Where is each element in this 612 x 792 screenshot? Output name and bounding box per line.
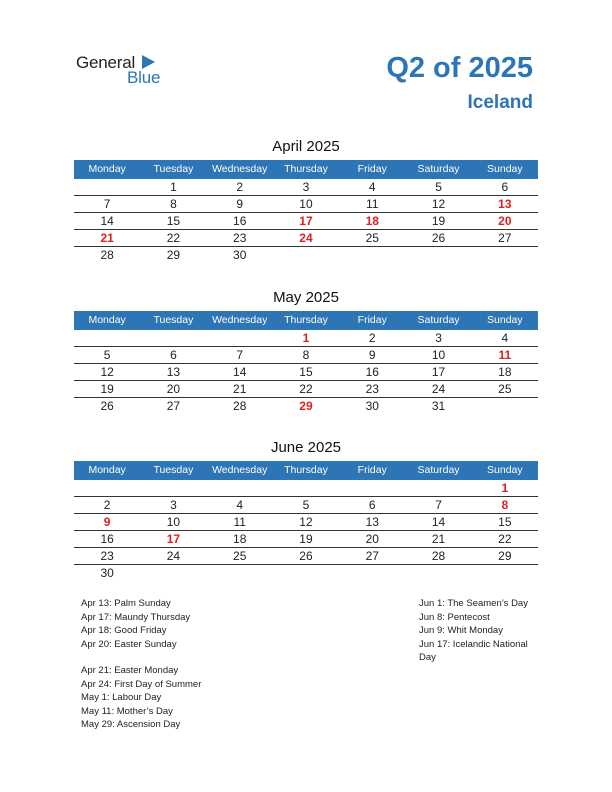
day-cell: 21 xyxy=(233,382,247,396)
day-cell: 5 xyxy=(302,498,310,512)
brand-logo xyxy=(76,52,176,88)
day-cell: 16 xyxy=(100,532,114,546)
day-cell xyxy=(273,480,339,496)
day-cell: 11 xyxy=(498,348,512,362)
day-cell: 23 xyxy=(365,382,379,396)
day-cell: 1 xyxy=(302,331,310,345)
day-cell: 22 xyxy=(498,532,512,546)
week-row xyxy=(74,330,538,347)
weekday-label: Thursday xyxy=(284,464,328,476)
page-title: Q2 of 2025 xyxy=(386,52,533,84)
weekday-label: Friday xyxy=(357,163,387,175)
day-cell: 2 xyxy=(236,180,244,194)
weekday-header xyxy=(74,461,538,480)
day-cell: 8 xyxy=(302,348,310,362)
day-cell: 18 xyxy=(233,532,247,546)
week-row xyxy=(74,531,538,548)
day-cell: 3 xyxy=(170,498,177,512)
day-cell: 9 xyxy=(103,515,111,529)
day-cell xyxy=(405,247,471,264)
day-cell: 21 xyxy=(100,231,114,245)
day-cell xyxy=(140,480,206,496)
day-cell: 22 xyxy=(299,382,313,396)
day-cell: 27 xyxy=(365,549,379,563)
day-cell: 30 xyxy=(100,566,114,580)
holiday-note: Apr 21: Easter Monday xyxy=(81,665,179,676)
day-cell: 25 xyxy=(233,549,247,563)
weekday-label: Tuesday xyxy=(153,314,194,326)
day-cell xyxy=(140,330,206,346)
day-cell: 19 xyxy=(100,382,114,396)
day-cell: 26 xyxy=(299,549,313,563)
week-row xyxy=(74,565,538,582)
day-cell: 18 xyxy=(365,214,379,228)
day-cell: 28 xyxy=(233,399,247,413)
day-cell: 9 xyxy=(368,348,376,362)
weekday-label: Monday xyxy=(88,464,126,476)
day-cell xyxy=(472,398,538,415)
day-cell: 24 xyxy=(431,382,446,396)
day-cell: 25 xyxy=(498,382,512,396)
day-cell: 23 xyxy=(233,231,247,245)
day-cell: 4 xyxy=(368,180,376,194)
day-cell: 26 xyxy=(100,399,114,413)
weekday-label: Saturday xyxy=(417,314,460,326)
day-cell: 10 xyxy=(166,515,181,529)
holiday-notes-left-2 xyxy=(81,664,201,732)
day-cell: 12 xyxy=(100,365,114,379)
weekday-label: Wednesday xyxy=(212,163,268,175)
weekday-label: Saturday xyxy=(417,464,460,476)
day-cell: 29 xyxy=(166,248,181,262)
holiday-notes-left-1 xyxy=(81,597,190,651)
day-cell xyxy=(472,247,538,264)
week-row xyxy=(74,364,538,381)
day-cell: 3 xyxy=(435,331,442,345)
month-title: June 2025 xyxy=(270,439,342,456)
weekday-label: Tuesday xyxy=(153,163,194,175)
day-cell: 8 xyxy=(170,197,177,211)
week-row xyxy=(74,247,538,264)
week-row xyxy=(74,381,538,398)
day-cell xyxy=(472,565,538,582)
month-title: May 2025 xyxy=(273,289,339,306)
day-cell: 1 xyxy=(170,180,177,194)
day-cell: 28 xyxy=(100,248,114,262)
holiday-note: Jun 8: Pentecost xyxy=(419,611,490,623)
holiday-note: May 1: Labour Day xyxy=(81,692,162,703)
day-cell: 5 xyxy=(435,180,442,194)
weekday-label: Wednesday xyxy=(212,464,268,476)
day-cell xyxy=(207,565,273,582)
day-cell: 13 xyxy=(166,365,181,379)
day-cell: 11 xyxy=(366,197,379,211)
holiday-note: Day xyxy=(419,652,436,663)
day-cell: 30 xyxy=(365,399,379,413)
weekday-label: Monday xyxy=(88,163,126,175)
brand-triangle-icon xyxy=(142,55,155,69)
day-cell: 14 xyxy=(233,365,247,379)
country-name: Iceland xyxy=(467,92,533,113)
day-cell: 21 xyxy=(431,532,446,546)
holiday-note: Apr 13: Palm Sunday xyxy=(81,598,171,609)
week-row xyxy=(74,347,538,364)
day-cell xyxy=(405,565,471,582)
day-cell: 15 xyxy=(498,515,512,529)
day-cell: 4 xyxy=(501,331,509,345)
weekday-label: Saturday xyxy=(417,163,460,175)
day-cell xyxy=(74,179,140,195)
day-cell: 19 xyxy=(299,532,313,546)
day-cell: 22 xyxy=(166,231,181,245)
holiday-note: Apr 17: Maundy Thursday xyxy=(81,611,191,623)
holiday-note: May 29: Ascension Day xyxy=(81,719,181,730)
day-cell: 23 xyxy=(100,549,114,563)
day-cell xyxy=(273,565,339,582)
week-row xyxy=(74,398,538,415)
day-cell: 6 xyxy=(368,498,376,512)
week-row xyxy=(74,514,538,531)
day-cell: 7 xyxy=(435,498,442,512)
month-calendar-june xyxy=(74,439,538,582)
week-row xyxy=(74,179,538,196)
day-cell: 9 xyxy=(236,197,244,211)
weekday-label: Friday xyxy=(357,464,387,476)
weekday-label: Tuesday xyxy=(153,464,194,476)
day-cell: 27 xyxy=(498,231,512,245)
brand-word-blue: Blue xyxy=(127,68,161,87)
day-cell xyxy=(207,480,273,496)
day-cell: 7 xyxy=(103,197,111,211)
day-cell: 31 xyxy=(431,399,446,413)
day-cell: 13 xyxy=(498,197,512,211)
week-row xyxy=(74,196,538,213)
day-cell xyxy=(405,480,471,496)
day-cell: 17 xyxy=(299,214,313,228)
weekday-label: Friday xyxy=(357,314,387,326)
day-cell: 7 xyxy=(236,348,244,362)
day-cell: 17 xyxy=(166,532,181,546)
week-row xyxy=(74,480,538,497)
weekday-label: Monday xyxy=(88,314,126,326)
month-title: April 2025 xyxy=(272,138,340,155)
day-cell xyxy=(207,330,273,346)
holiday-notes-right xyxy=(419,597,528,665)
day-cell xyxy=(339,565,405,582)
day-cell: 28 xyxy=(431,549,446,563)
holiday-note: Jun 1: The Seamen’s Day xyxy=(419,598,528,609)
holiday-note: Jun 17: Icelandic National xyxy=(419,638,528,650)
day-cell xyxy=(74,330,140,346)
week-row xyxy=(74,213,538,230)
weekday-label: Thursday xyxy=(284,314,328,326)
holiday-note: Apr 20: Easter Sunday xyxy=(81,638,177,650)
day-cell: 24 xyxy=(166,549,181,563)
day-cell: 6 xyxy=(170,348,177,362)
day-cell: 20 xyxy=(166,382,181,396)
holiday-note: Apr 18: Good Friday xyxy=(81,625,167,636)
day-cell: 30 xyxy=(233,248,247,262)
weekday-label: Wednesday xyxy=(212,314,268,326)
day-cell: 26 xyxy=(431,231,446,245)
day-cell: 15 xyxy=(299,365,313,379)
day-cell: 1 xyxy=(501,481,509,495)
day-cell: 11 xyxy=(233,515,246,529)
day-cell: 18 xyxy=(498,365,512,379)
day-cell: 29 xyxy=(299,399,313,413)
day-cell: 16 xyxy=(233,214,247,228)
weekday-header xyxy=(74,160,538,179)
day-cell xyxy=(140,565,206,582)
day-cell: 14 xyxy=(100,214,114,228)
day-cell: 20 xyxy=(365,532,379,546)
day-cell: 16 xyxy=(365,365,379,379)
weekday-label: Sunday xyxy=(487,163,523,175)
day-cell: 20 xyxy=(498,214,512,228)
day-cell xyxy=(74,480,140,496)
day-cell: 19 xyxy=(431,214,446,228)
day-cell: 12 xyxy=(299,515,313,529)
day-cell xyxy=(273,247,339,264)
day-cell: 3 xyxy=(302,180,310,194)
weekday-label: Sunday xyxy=(487,464,523,476)
month-calendar-may xyxy=(74,289,538,415)
day-cell: 15 xyxy=(166,214,181,228)
day-cell: 14 xyxy=(431,515,446,529)
week-row xyxy=(74,548,538,565)
day-cell xyxy=(339,247,405,264)
day-cell: 2 xyxy=(368,331,376,345)
day-cell: 8 xyxy=(501,498,509,512)
day-cell: 25 xyxy=(365,231,379,245)
day-cell: 24 xyxy=(299,231,313,245)
day-cell xyxy=(339,480,405,496)
weekday-label: Thursday xyxy=(284,163,328,175)
holiday-note: Apr 24: First Day of Summer xyxy=(81,678,202,690)
day-cell: 5 xyxy=(103,348,111,362)
day-cell: 2 xyxy=(103,498,111,512)
day-cell: 6 xyxy=(501,180,509,194)
day-cell: 10 xyxy=(431,348,446,362)
month-calendar-april xyxy=(74,138,538,264)
day-cell: 17 xyxy=(431,365,446,379)
day-cell: 29 xyxy=(498,549,512,563)
day-cell: 12 xyxy=(431,197,446,211)
weekday-header xyxy=(74,311,538,330)
weekday-label: Sunday xyxy=(487,314,523,326)
week-row xyxy=(74,497,538,514)
day-cell: 27 xyxy=(166,399,181,413)
week-row xyxy=(74,230,538,247)
holiday-note: Jun 9: Whit Monday xyxy=(419,625,503,636)
holiday-note: May 11: Mother’s Day xyxy=(81,705,173,717)
day-cell: 13 xyxy=(365,515,379,529)
day-cell: 10 xyxy=(299,197,313,211)
brand-word-general: General xyxy=(76,53,136,72)
day-cell: 4 xyxy=(236,498,244,512)
